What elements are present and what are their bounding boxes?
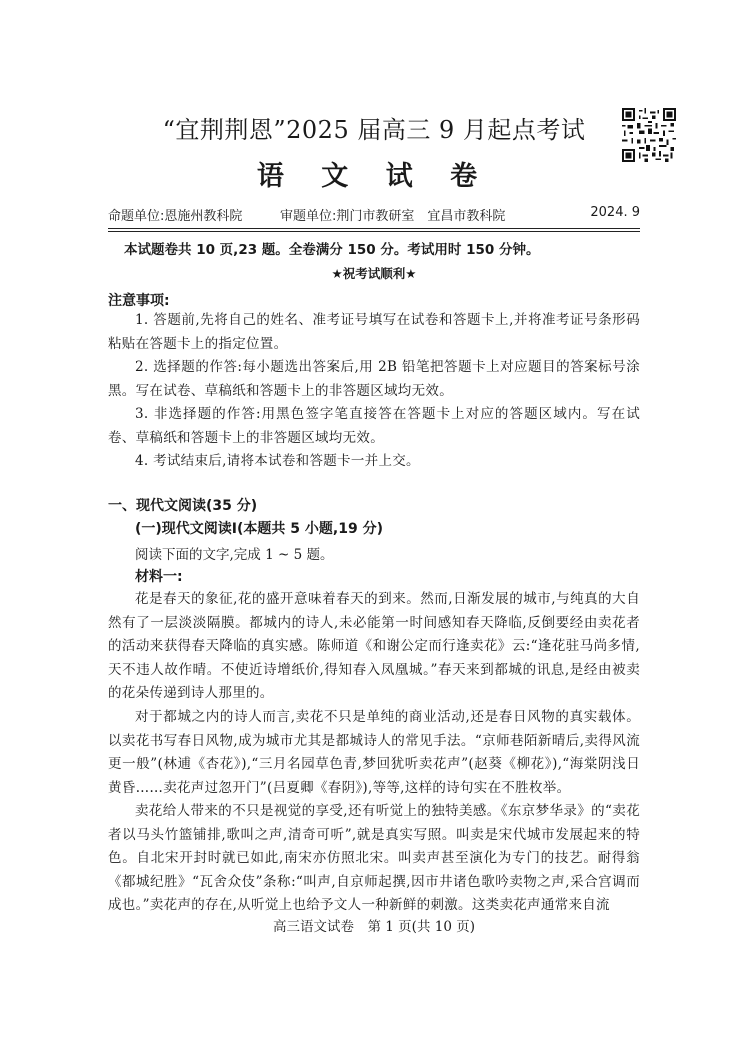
notice-item: 1. 答题前,先将自己的姓名、准考证号填写在试卷和答题卡上,并将准考证号条形码粘贴在答题卡上的指定位置。 [108, 312, 640, 352]
notice-heading: 注意事项: [108, 293, 170, 309]
material-label: 材料一: [135, 569, 183, 585]
instruction: 阅读下面的文字,完成 1 ~ 5 题。 [135, 547, 334, 563]
exam-title: “宜荆荆恩”2025 届高三 9 月起点考试 [162, 116, 586, 144]
exam-date: 2024. 9 [590, 205, 640, 220]
paragraph: 对于都城之内的诗人而言,卖花不只是单纯的商业活动,还是春日风物的真实载体。以卖花书写春日风物,成为城市尤其是都城诗人的常见手法。“京师巷陌新晴后,卖得风流更一般”(林逋《杏花》),“三月名园草色青,梦回犹听卖花声”(赵葵《柳花》),“海棠阴浅日黄昏……卖花声过忽开门”(吕夏卿《春阴》),等等,这样的诗句实在不胜枚举。 [108, 709, 640, 796]
divider [108, 228, 640, 229]
subject-title: 语 文 试 卷 [256, 161, 492, 192]
divider [108, 231, 640, 232]
page-footer: 高三语文试卷 第 1 页(共 10 页) [273, 919, 475, 935]
paragraph: 卖花给人带来的不只是视觉的享受,还有听觉上的独特美感。《东京梦华录》的“卖花者以马头竹篮铺排,歌叫之声,清奇可听”,就是真实写照。叫卖是宋代城市发展起来的特色。自北宋开封时就已如此,南宋亦仿照北宋。叫卖声甚至演化为专门的技艺。耐得翁《都城纪胜》“瓦舍众伎”条称:“叫声,自京师起撰,因市井诸色歌吟卖物之声,采合宫调而成也。”卖花声的存在,从听觉上也给予文人一种新鲜的刺激。这类卖花声通常来自流 [108, 803, 640, 914]
good-luck-banner: ★祝考试顺利★ [331, 266, 417, 281]
reviewer: 审题单位:荆门市教研室 宜昌市教科院 [280, 209, 506, 224]
notice-item: 3. 非选择题的作答:用黑色签字笔直接答在答题卡上对应的答题区域内。写在试卷、草稿纸和答题卡上的非答题区域均无效。 [108, 406, 640, 446]
exam-meta [108, 205, 640, 225]
proposer: 命题单位:恩施州教科院 [108, 209, 243, 224]
section-title: 一、现代文阅读(35 分) [108, 498, 258, 514]
exam-info: 本试题卷共 10 页,23 题。全卷满分 150 分。考试用时 150 分钟。 [124, 242, 540, 258]
notice-item: 4. 考试结束后,请将本试卷和答题卡一并上交。 [135, 453, 420, 469]
paragraph: 花是春天的象征,花的盛开意味着春天的到来。然而,日渐发展的城市,与纯真的大自然有了一层淡淡隔膜。都城内的诗人,未必能第一时间感知春天降临,反倒要经由卖花者的活动来获得春天降临的真实感。陈师道《和谢公定而行逢卖花》云:“逢花驻马尚多情,天不违人故作晴。不使近诗增纸价,得知春入凤凰城。”春天来到都城的讯息,是经由被卖的花朵传递到诗人那里的。 [108, 591, 640, 702]
notice-item: 2. 选择题的作答:每小题选出答案后,用 2B 铅笔把答题卡上对应题目的答案标号涂黑。写在试卷、草稿纸和答题卡上的非答题区域均无效。 [108, 359, 640, 399]
subsection-title: (一)现代文阅读Ⅰ(本题共 5 小题,19 分) [135, 521, 383, 537]
